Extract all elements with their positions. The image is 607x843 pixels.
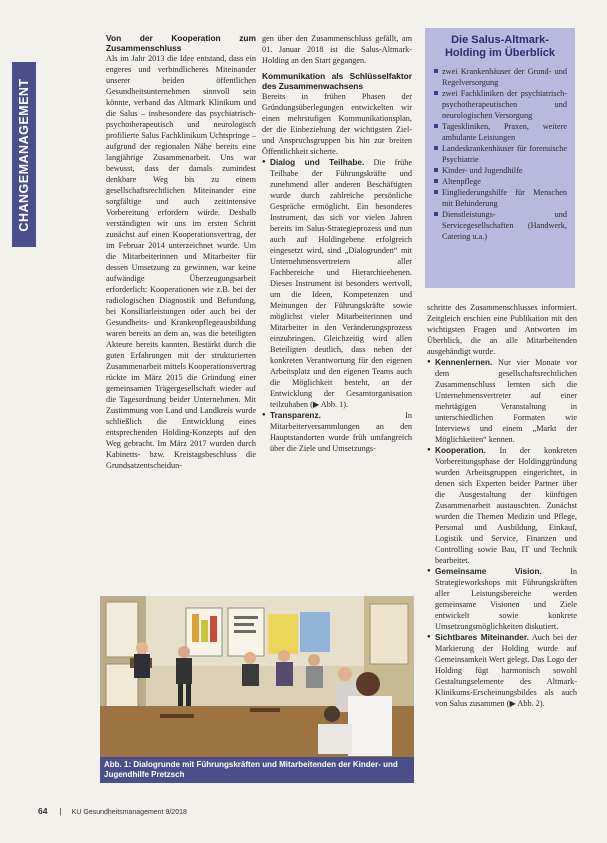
section-heading-kommunikation: Kommunikation als Schlüsselfaktor des Zusammenwachsens: [262, 71, 412, 91]
list-item: [427, 357, 577, 445]
info-box: [425, 28, 575, 288]
bullet-term: Gemeinsame Vision.: [435, 567, 542, 576]
figure-photo: [100, 596, 414, 772]
bullet-text: In Strategieworkshops mit Führungskräften aller Leistungsbereiche werden gemeinsame Visionen und Ziele entwickelt sowie konkrete Umsetzungsmöglichkeiten diskutiert.: [435, 567, 577, 631]
list-item: [427, 566, 577, 632]
info-box-item: Altenpflege: [433, 176, 567, 187]
list-item: [427, 445, 577, 566]
bullet-list: [427, 357, 577, 709]
info-box-item: Dienstleistungs- und Servicegesellschaften (Handwerk, Catering u.a.): [433, 209, 567, 242]
figure-caption: Abb. 1: Dialogrunde mit Führungskräften und Mitarbeitenden der Kinder- und Jugendhilfe Pretzsch: [100, 757, 414, 783]
section-label: CHANGEMANAGEMENT: [17, 77, 31, 232]
body-paragraph: Als im Jahr 2013 die Idee entstand, dass ein engeres und verbindlicheres Miteinander unserer beiden öffentlichen Gesundheitsunternehmen sinnvoll sein könnte, verband das Altmark Klinikum und die Salus – insbesondere das psychiatrisch-psychotherapeutisch und neurologisch profilierte Salus Fachklinikum Uchtspringe – aufgrund der regionalen Nähe bereits eine langjährige Zusammenarbeit. Uns war bewusst, dass der damals zumindest denkbare Weg bis zu einem gesellschaftsrechtlichen Miteinander eine sorgfältige und auch zeitintensive Vorbereitung erfordern würde. Deshalb verständigten wir uns im ersten Schritt zunächst auf einen Kooperationsvertrag, der im Februar 2014 unterzeichnet wurde. Um die Mitarbeiterinnen und Mitarbeiter für dessen Umsetzung zu gewinnen, war keine aufwändige Überzeugungsarbeit erforderlich: Kooperationen wie z.B. bei der radiologischen Diagnostik und Befundung, bei Konsiliarleistungen oder auch bei der Gesundheits- und Krankenpflegeausbildung waren bereits an dem an, was die beteiligten Akteure bereits kannten. Bestärkt durch die guten Erfahrungen mit der strukturierten Zusammenarbeit mittels Kooperationsvertrag rückte im März 2015 die Gründung einer gemeinsamen Trägergesellschaft wieder auf die Tagesordnung beider Unternehmen. Mit Zustimmung von Land und Landkreis wurde schließlich die Entwicklung eines entsprechenden Holding-Konzepts auf den Weg gebracht. Im März 2017 wurden durch Kabinetts- bzw. Kreistagsbeschluss die Grundsatzentscheidun-: [106, 54, 256, 470]
journal-reference: KU Gesundheitsmanagement 9/2018: [71, 809, 187, 816]
bullet-text: In der konkreten Vorbereitungsphase der Holdinggründung wurden Arbeitsgruppen eingerichtet, in denen sich Experten beider Partner über die Ausgestaltung der künftigen Zusammenarbeit austauschten. Zunächst wurden die Themen Medizin und Pflege, Personal und Ausbildung, Einkauf, Logistik und Service, Finanzen und Controlling sowie Bau, IT und Technik bearbeitet.: [435, 446, 577, 565]
text-column-3: [427, 302, 577, 782]
text-column-2: [262, 33, 412, 593]
page-footer: [38, 806, 187, 816]
meeting-room-illustration: [100, 596, 414, 772]
info-box-item: Tageskliniken, Praxen, weitere ambulante Leistungen: [433, 121, 567, 143]
list-item: [262, 157, 412, 410]
bullet-term: Transparenz.: [270, 411, 321, 420]
bullet-list: [262, 157, 412, 454]
info-box-list: [425, 66, 575, 242]
info-box-item: zwei Krankenhäuser der Grund- und Regelversorgung: [433, 66, 567, 88]
bullet-text: Auch bei der Markierung der Holding wurde auf Gemeinsamkeit Wert gelegt. Das Logo der Holding fügt harmonisch sowohl Gestaltungselemente des Altmark-Klinikums-Erscheinungsbildes als auch von Salus zusammen (▶ Abb. 2).: [435, 633, 577, 708]
list-item: [262, 410, 412, 454]
bullet-term: Kooperation.: [435, 446, 486, 455]
bullet-term: Sichtbares Miteinander.: [435, 633, 529, 642]
body-paragraph-continued: gen über den Zusammenschluss gefällt, am 01. Januar 2018 ist die Salus-Altmark-Holding an den Start gegangen.: [262, 34, 412, 65]
info-box-title: Die Salus-Altmark-Holding im Überblick: [444, 34, 555, 59]
info-box-item: Eingliederungshilfe für Menschen mit Behinderung: [433, 187, 567, 209]
footer-separator: |: [59, 806, 62, 816]
info-box-item: Kinder- und Jugendhilfe: [433, 165, 567, 176]
page-number: 64: [38, 806, 48, 816]
bullet-text: In Mitarbeiterversammlungen an den Hauptstandorten wurde früh umfangreich über die Ziele und Umsetzungs-: [270, 411, 412, 453]
body-paragraph: Bereits in frühen Phasen der Gründungsüberlegungen entwickelten wir einen mehrstufigen Kommunikationsplan, der die Einbeziehung der wichtigsten Ziel- und Anspruchsgruppen bis hin zur breiten Öffentlichkeit sicherte.: [262, 92, 412, 156]
info-box-item: Landeskrankenhäuser für forensische Psychiatrie: [433, 143, 567, 165]
bullet-term: Dialog und Teilhabe.: [270, 158, 365, 167]
text-column-1: [106, 33, 256, 593]
bullet-text: Die frühe Teilhabe der Führungskräfte und zunehmend aller anderen Beschäftigten wurde durch zahlreiche persönliche Gespräche ermöglicht. Ein besonderes Instrument, das sich vor vielen Jahren bereits im Salus-Strategieprozess und nun auch auf Holdingebene erfolgreich eingesetzt wird, sind „Dialogrunden“ mit Unternehmensvertretern aller Fachbereiche und Hierarchieebenen. Dieses Instrument ist besonders wertvoll, um die Ideen, Kompetenzen und Meinungen der Führungskräfte sowie möglichst vieler Mitarbeiterinnen und Mitarbeiter in den Veränderungsprozess einzubringen. Gleichzeitig wird allen Beteiligten deutlich, dass neben der konkreten Verantwortung für den eigenen Arbeitsplatz und den eigenen Teams auch die Möglichkeit besteht, an der Entwicklung der Gesamtorganisation teilzuhaben (▶ Abb. 1).: [270, 158, 412, 409]
body-paragraph-continued: schritte des Zusammenschlusses informiert. Zeitgleich erschien eine Publikation mit den wichtigsten Fragen und Antworten im Überblick, die an alle Mitarbeitenden ausgehändigt wurde.: [427, 303, 577, 356]
section-tab: [12, 62, 36, 247]
list-item: [427, 632, 577, 709]
info-box-item: zwei Fachkliniken der psychiatrisch-psychotherapeutischen und neurologischen Versorgung: [433, 88, 567, 121]
bullet-text: Nur vier Monate vor dem gesellschaftsrechtlichen Zusammenschluss lernten sich die Unternehmensvertreter auf einer mehrtägigen Veranstaltung in unterschiedlichen Formaten wie Interviews und einem „Markt der Möglichkeiten“ kennen.: [435, 358, 577, 444]
bullet-term: Kennenlernen.: [435, 358, 493, 367]
section-heading-kooperation: Von der Kooperation zum Zusammenschluss: [106, 33, 256, 53]
